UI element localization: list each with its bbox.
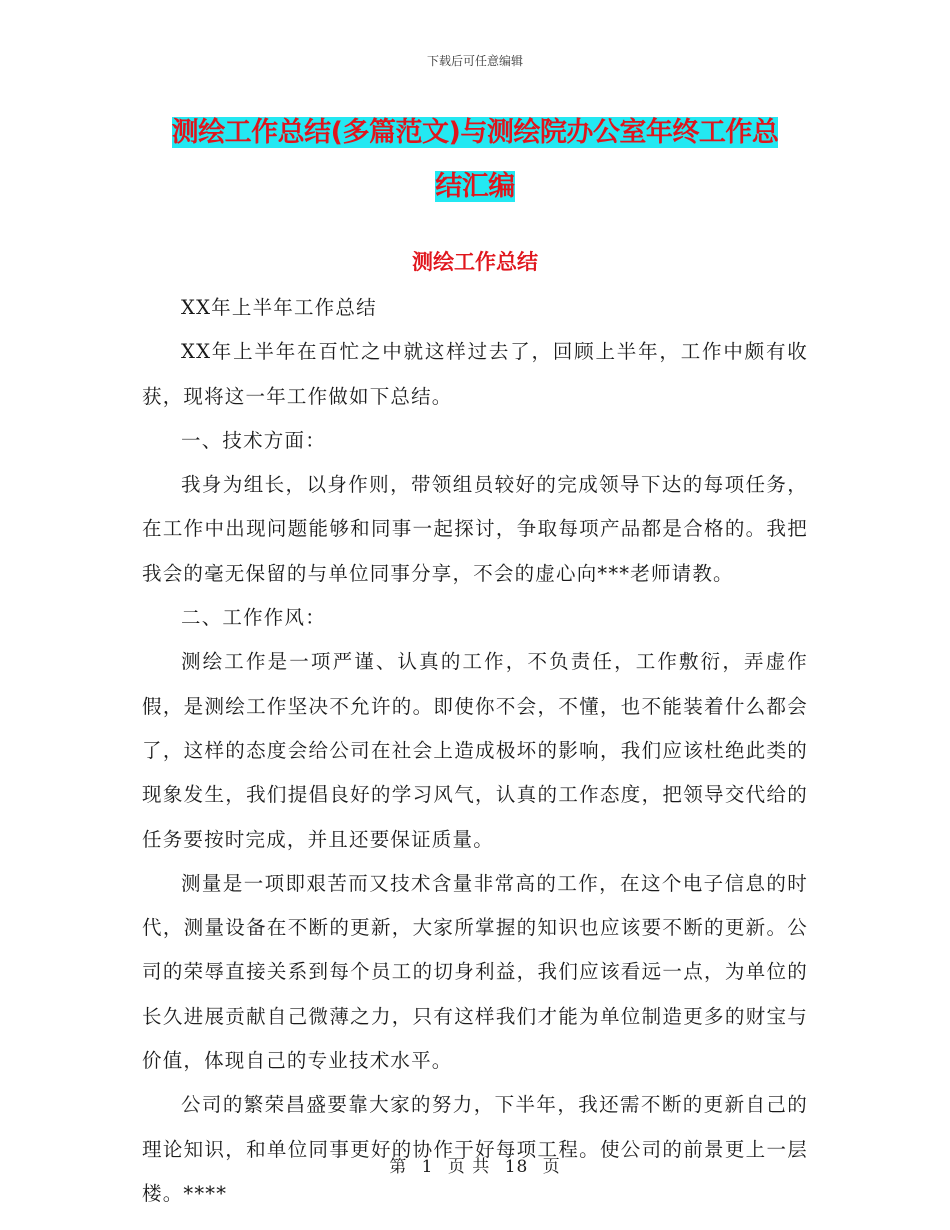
footer-mid: 页 共 <box>447 1157 491 1177</box>
footer-prefix: 第 <box>389 1157 408 1177</box>
paragraph: 测量是一项即艰苦而又技术含量非常高的工作，在这个电子信息的时代，测量设备在不断的更新，大家所掌握的知识也应该要不断的更新。公司的荣辱直接关系到每个员工的切身利益，我们应该看远一点，为单位的长久进展贡献自己微薄之力，只有这样我们才能为单位制造更多的财宝与价值，体现自己的专业技术水平。 <box>142 871 808 1073</box>
document-body <box>142 286 808 1216</box>
page-footer <box>0 1152 950 1177</box>
paragraph: XX年上半年工作总结 <box>181 296 377 319</box>
document-title-line-2: 结汇编 <box>435 171 515 202</box>
paragraph: XX年上半年在百忙之中就这样过去了，回顾上半年，工作中颇有收获，现将这一年工作做如下总结。 <box>142 340 808 408</box>
page-number: 1 <box>421 1157 434 1177</box>
page-total: 18 <box>504 1157 529 1177</box>
document-title-line-1: 测绘工作总结(多篇范文)与测绘院办公室年终工作总 <box>171 117 779 148</box>
document-title <box>140 106 810 214</box>
paragraph: 二、工作作风： <box>181 606 326 630</box>
footer-suffix: 页 <box>542 1157 561 1177</box>
section-title: 测绘工作总结 <box>412 250 538 274</box>
paragraph: 一、技术方面： <box>181 428 326 452</box>
paragraph: 公司的繁荣昌盛要靠大家的努力，下半年，我还需不断的更新自己的理论知识，和单位同事更好的协作干好每项工程。使公司的前景更上一层楼。**** <box>142 1093 808 1205</box>
header-note: 下载后可任意编辑 <box>426 54 523 68</box>
paragraph: 测绘工作是一项严谨、认真的工作，不负责任，工作敷衍，弄虚作假，是测绘工作坚决不允许的。即使你不会，不懂，也不能装着什么都会了，这样的态度会给公司在社会上造成极坏的影响，我们应该杜绝此类的现象发生，我们提倡良好的学习风气，认真的工作态度，把领导交代给的任务要按时完成，并且还要保证质量。 <box>142 650 808 851</box>
paragraph: 我身为组长，以身作则，带领组员较好的完成领导下达的每项任务，在工作中出现问题能够和同事一起探讨，争取每项产品都是合格的。我把我会的毫无保留的与单位同事分享，不会的虚心向***老师请教。 <box>142 473 808 585</box>
